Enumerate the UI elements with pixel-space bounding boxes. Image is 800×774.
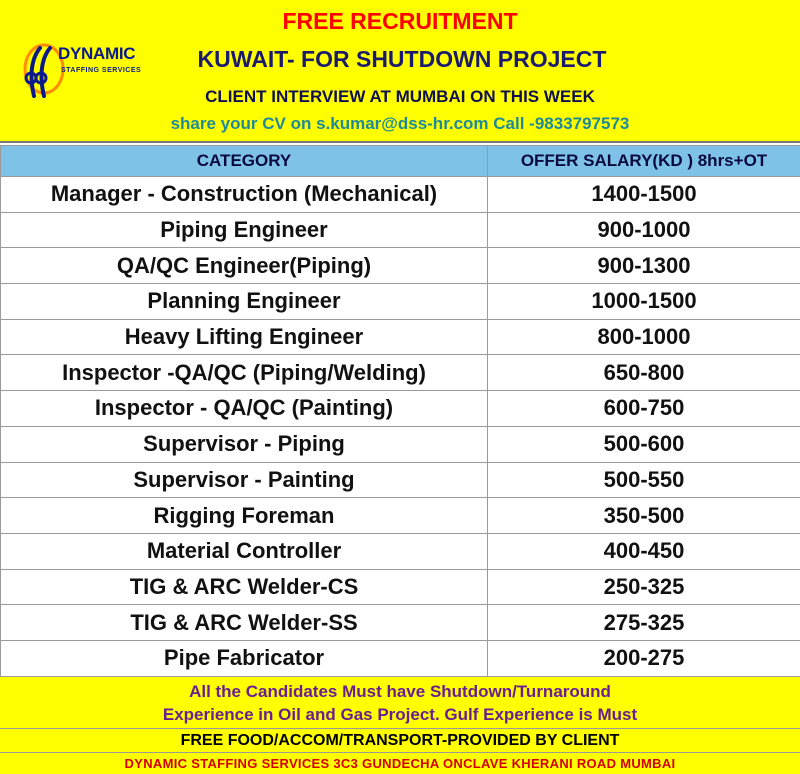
salary-cell: 1000-1500 [488,284,800,320]
salary-cell: 350-500 [488,498,800,534]
category-cell: Planning Engineer [1,284,488,320]
category-cell: TIG & ARC Welder-SS [1,605,488,641]
salary-cell: 400-450 [488,533,800,569]
logo-name: DYNAMIC [58,44,136,63]
logo-tagline: STAFFING SERVICES [61,67,142,74]
category-cell: Material Controller [1,533,488,569]
column-header-salary: OFFER SALARY(KD ) 8hrs+OT [488,146,800,177]
salary-cell: 250-325 [488,569,800,605]
table-row [1,605,800,641]
table-row [1,640,800,676]
category-cell: Heavy Lifting Engineer [1,319,488,355]
table-row [1,462,800,498]
salary-cell: 900-1300 [488,248,800,284]
category-cell: Supervisor - Piping [1,426,488,462]
header-banner [0,0,800,143]
benefits-line: FREE FOOD/ACCOM/TRANSPORT-PROVIDED BY CLIENT [0,728,800,752]
requirements-note [0,676,800,728]
salary-cell: 275-325 [488,605,800,641]
table-row [1,569,800,605]
category-cell: Rigging Foreman [1,498,488,534]
table-row [1,391,800,427]
category-cell: Supervisor - Painting [1,462,488,498]
column-header-category: CATEGORY [1,146,488,177]
page-subtitle: KUWAIT- FOR SHUTDOWN PROJECT [197,46,607,72]
job-table [0,145,800,677]
requirements-line-2: Experience in Oil and Gas Project. Gulf Experience is Must [162,705,638,724]
salary-cell: 200-275 [488,640,800,676]
category-cell: QA/QC Engineer(Piping) [1,248,488,284]
table-row [1,498,800,534]
table-row [1,355,800,391]
table-row [1,284,800,320]
category-cell: Piping Engineer [1,212,488,248]
company-address: DYNAMIC STAFFING SERVICES 3C3 GUNDECHA ONCLAVE KHERANI ROAD MUMBAI [0,752,800,774]
salary-cell: 1400-1500 [488,177,800,213]
table-row [1,177,800,213]
category-cell: TIG & ARC Welder-CS [1,569,488,605]
salary-cell: 900-1000 [488,212,800,248]
category-cell: Manager - Construction (Mechanical) [1,177,488,213]
salary-cell: 600-750 [488,391,800,427]
table-header-row [1,146,800,177]
table-row [1,426,800,462]
table-row [1,533,800,569]
salary-cell: 500-600 [488,426,800,462]
salary-cell: 800-1000 [488,319,800,355]
contact-line: share your CV on s.kumar@dss-hr.com Call -9833797573 [170,114,630,133]
table-row [1,319,800,355]
salary-cell: 500-550 [488,462,800,498]
interview-notice: CLIENT INTERVIEW AT MUMBAI ON THIS WEEK [205,87,595,106]
category-cell: Inspector -QA/QC (Piping/Welding) [1,355,488,391]
table-row [1,212,800,248]
category-cell: Pipe Fabricator [1,640,488,676]
page-title: FREE RECRUITMENT [282,8,518,34]
requirements-line-1: All the Candidates Must have Shutdown/Turnaround [189,682,611,701]
category-cell: Inspector - QA/QC (Painting) [1,391,488,427]
salary-cell: 650-800 [488,355,800,391]
table-row [1,248,800,284]
